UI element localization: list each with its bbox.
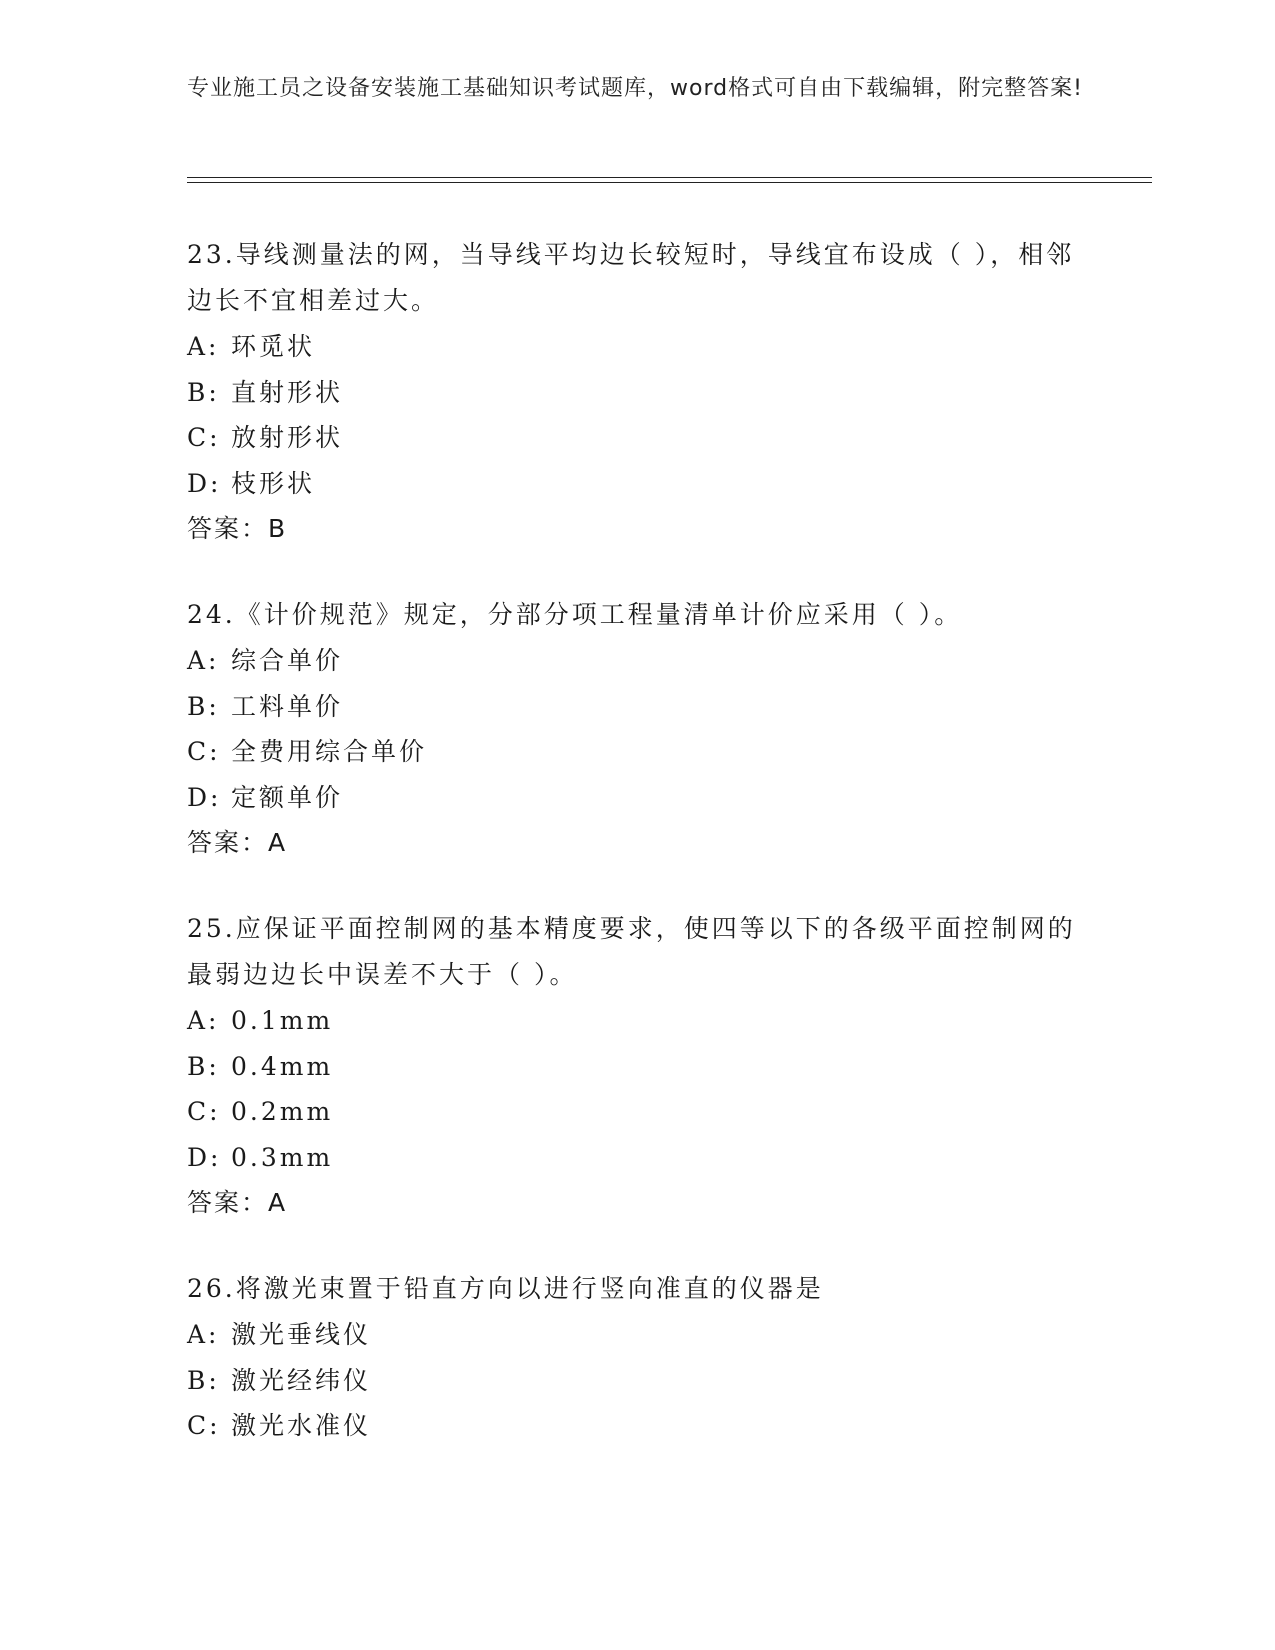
option-key: A: xyxy=(187,1006,220,1035)
option-b xyxy=(187,1358,1087,1404)
question-stem: 25.应保证平面控制网的基本精度要求，使四等以下的各级平面控制网的最弱边边长中误差不大于（ ）。 xyxy=(187,914,1076,989)
option-text: 激光垂线仪 xyxy=(231,1320,372,1349)
option-text: 直射形状 xyxy=(231,377,344,407)
answer-label: 答案：B xyxy=(187,514,288,543)
option-key: D: xyxy=(187,1142,222,1172)
document-header: 专业施工员之设备安装施工基础知识考试题库，word格式可自由下载编辑，附完整答案! xyxy=(187,76,1083,101)
question-stem: 24.《计价规范》规定，分部分项工程量清单计价应采用（ ）。 xyxy=(187,600,963,629)
question-stem: 26.将激光束置于铅直方向以进行竖向准直的仪器是 xyxy=(187,1274,824,1303)
option-text: 工料单价 xyxy=(231,691,344,721)
option-text: 定额单价 xyxy=(231,782,344,812)
option-d xyxy=(187,775,1087,821)
option-text: 激光经纬仪 xyxy=(231,1365,372,1395)
option-c xyxy=(187,1403,1087,1449)
option-c xyxy=(187,415,1087,461)
option-b xyxy=(187,370,1087,416)
option-text: 激光水准仪 xyxy=(231,1411,372,1440)
option-text: 枝形状 xyxy=(231,468,316,498)
option-b xyxy=(187,684,1087,730)
option-key: B: xyxy=(187,377,220,407)
question-stem: 23.导线测量法的网，当导线平均边长较短时，导线宜布设成（ ），相邻边长不宜相差过大。 xyxy=(187,240,1075,315)
option-text: 0.4mm xyxy=(231,1051,334,1081)
option-c xyxy=(187,1089,1087,1135)
option-d xyxy=(187,461,1087,507)
question-26 xyxy=(187,1266,1087,1449)
question-list xyxy=(187,232,1087,1489)
option-key: A: xyxy=(187,332,220,361)
option-text: 0.2mm xyxy=(231,1097,334,1126)
option-text: 0.1mm xyxy=(231,1006,334,1035)
option-text: 综合单价 xyxy=(231,646,344,675)
question-23 xyxy=(187,232,1087,552)
option-key: D: xyxy=(187,782,222,812)
option-text: 0.3mm xyxy=(231,1142,334,1172)
option-key: B: xyxy=(187,1365,220,1395)
option-d xyxy=(187,1135,1087,1181)
option-text: 全费用综合单价 xyxy=(231,737,428,766)
header-divider-top xyxy=(187,177,1152,178)
option-a xyxy=(187,638,1087,684)
option-b xyxy=(187,1044,1087,1090)
option-key: B: xyxy=(187,1051,220,1081)
option-key: B: xyxy=(187,691,220,721)
header-divider-bottom xyxy=(187,182,1152,183)
option-a xyxy=(187,324,1087,370)
option-key: D: xyxy=(187,468,222,498)
question-25 xyxy=(187,906,1087,1226)
option-key: C: xyxy=(187,423,221,452)
answer-label: 答案：A xyxy=(187,828,288,857)
option-a xyxy=(187,998,1087,1044)
option-text: 环觅状 xyxy=(231,332,316,361)
option-key: A: xyxy=(187,646,220,675)
question-24 xyxy=(187,592,1087,866)
option-key: C: xyxy=(187,1097,221,1126)
option-key: C: xyxy=(187,737,221,766)
option-key: C: xyxy=(187,1411,221,1440)
option-key: A: xyxy=(187,1320,220,1349)
option-a xyxy=(187,1312,1087,1358)
option-c xyxy=(187,729,1087,775)
answer-label: 答案：A xyxy=(187,1188,288,1217)
option-text: 放射形状 xyxy=(231,423,344,452)
